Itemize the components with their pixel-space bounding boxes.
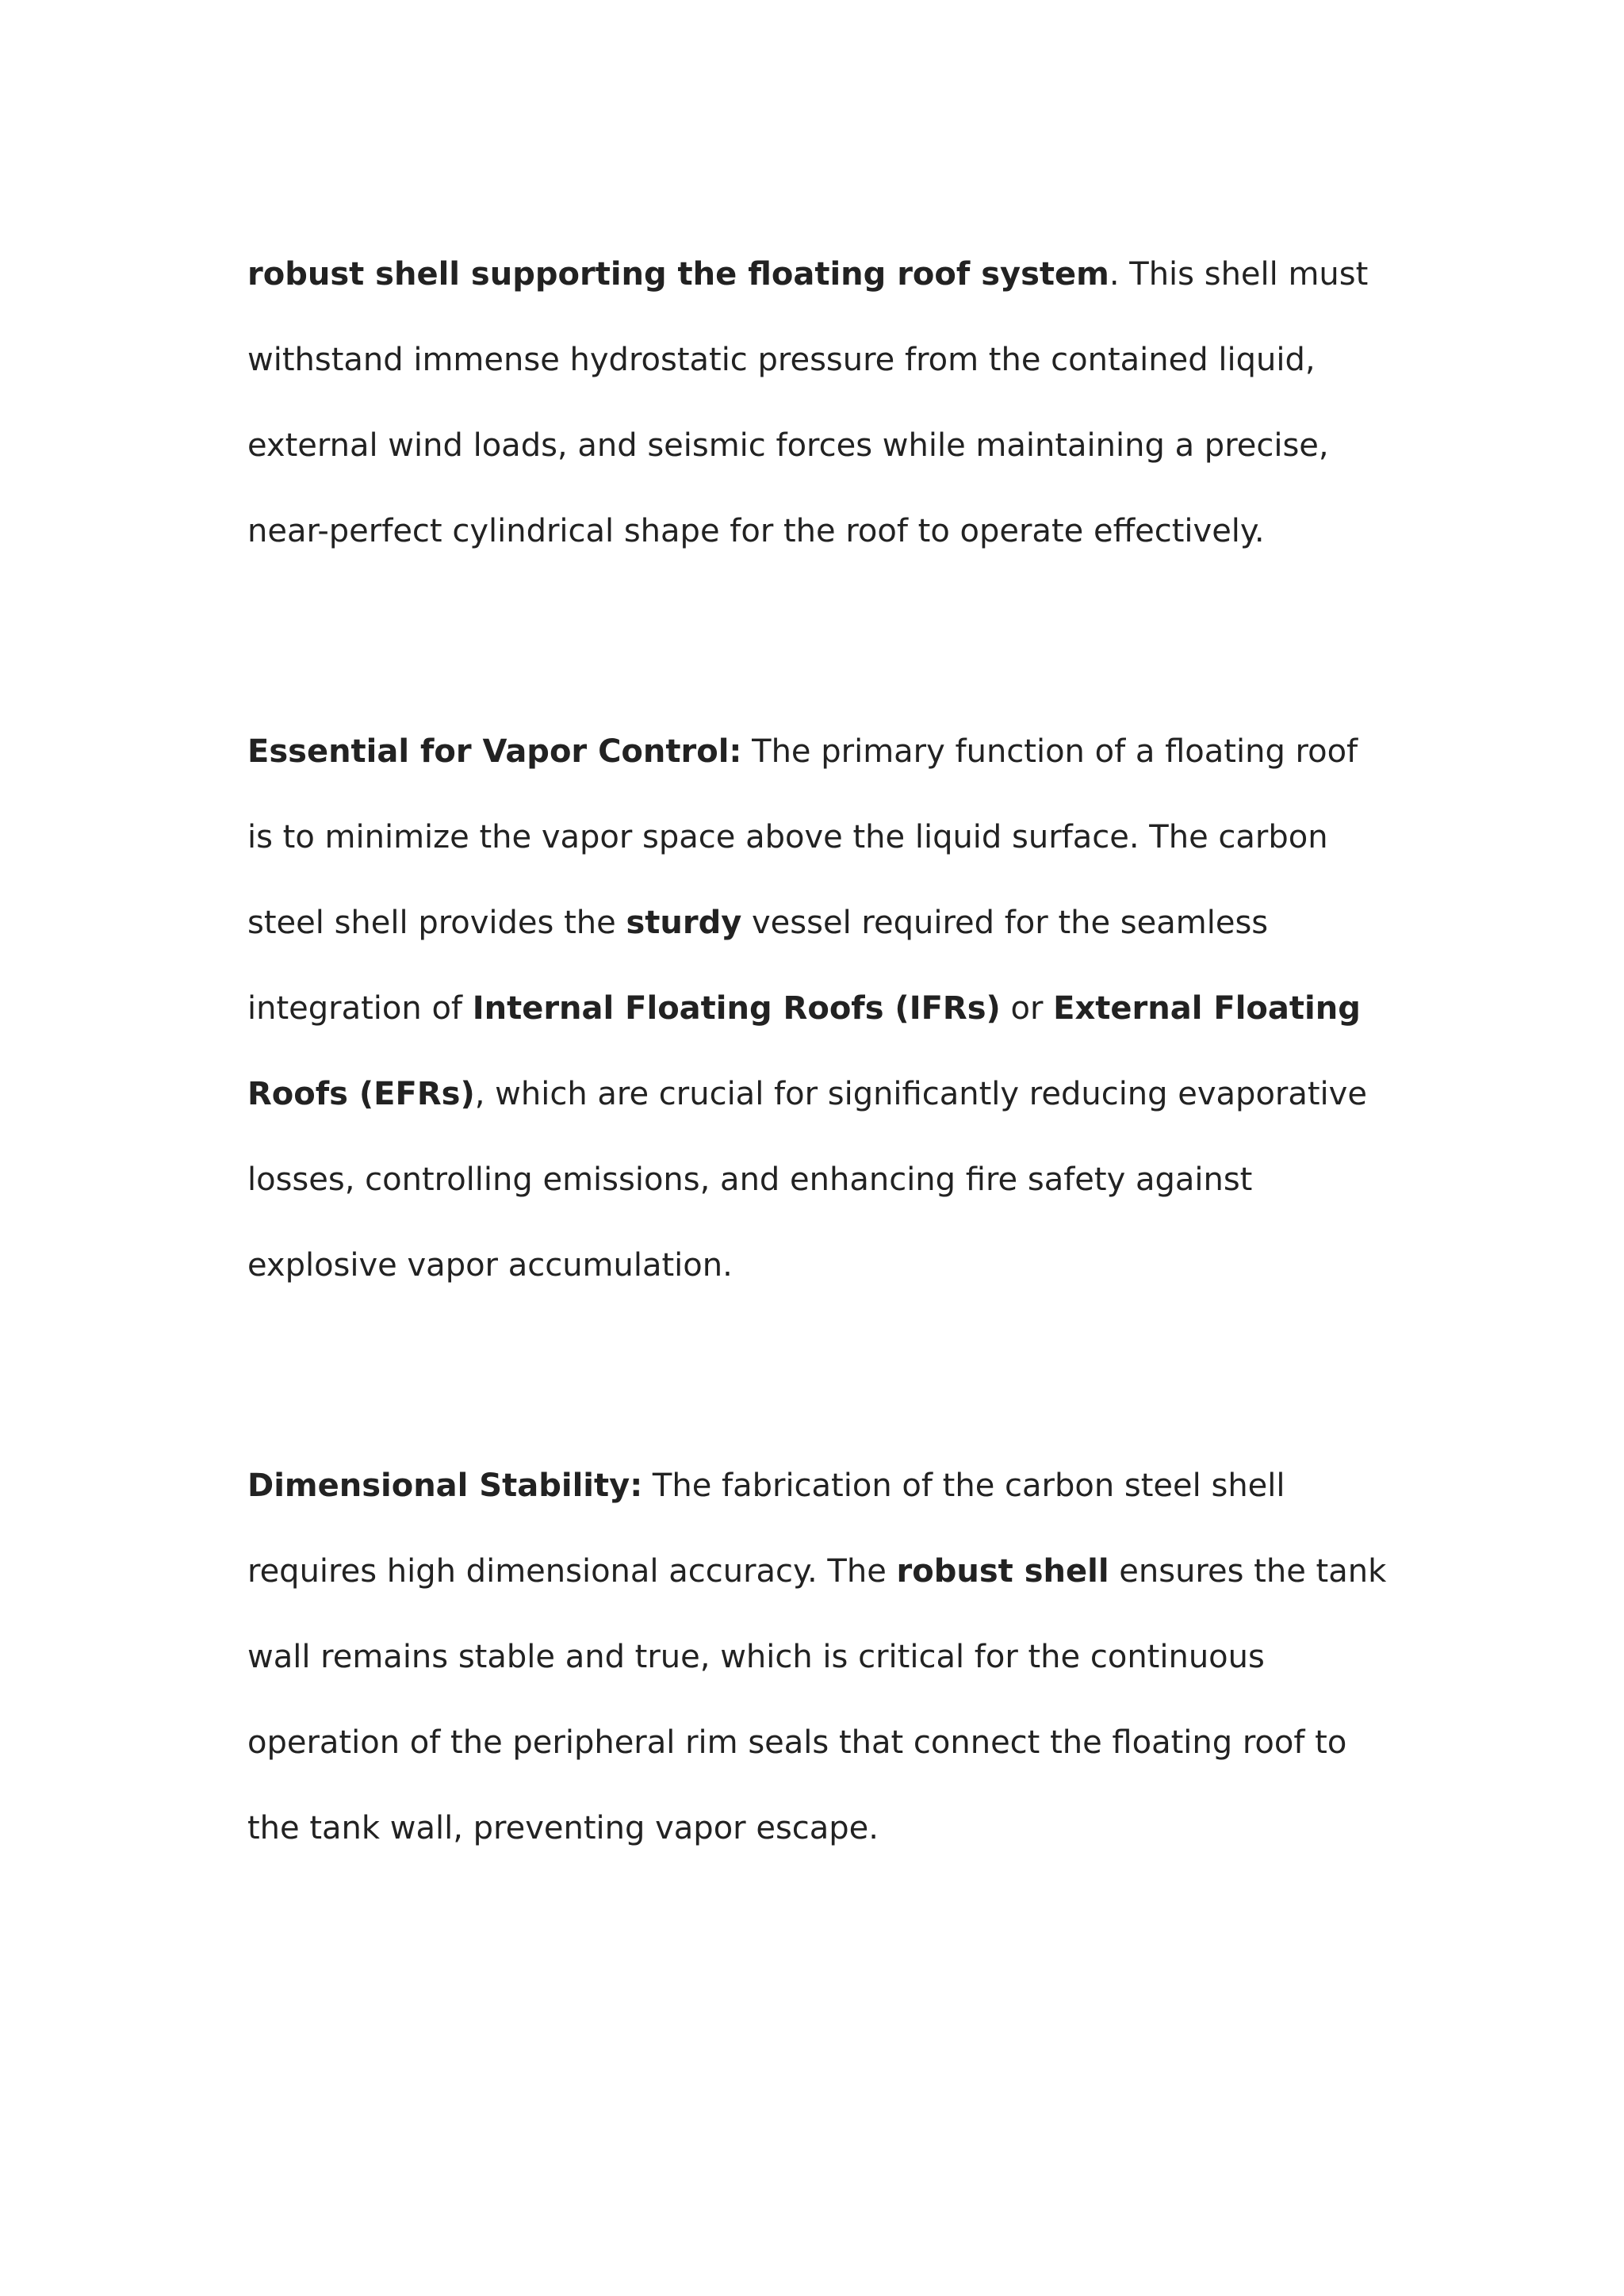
bold-phrase: robust shell supporting the floating roof system: [247, 256, 1109, 293]
text-run: . This shell must withstand immense hydrostatic pressure from the contained liquid, external wind loads, and seismic forces while maintaining a precise, near-perfect cylindrical shape for the roof to operate effectively.: [247, 256, 1369, 549]
bold-phrase: Essential for Vapor Control:: [247, 733, 742, 770]
bold-phrase: sturdy: [626, 905, 742, 941]
bold-phrase: External Floating Roofs (EFRs): [247, 990, 1361, 1112]
bold-phrase: Internal Floating Roofs (IFRs): [472, 990, 1001, 1027]
document-body: [247, 232, 1389, 1871]
text-run: The fabrication of the carbon steel shell requires high dimensional accuracy. The: [247, 1468, 1285, 1590]
text-run: The primary function of a floating roof is to minimize the vapor space above the liquid surface. The carbon steel shell provides the: [247, 733, 1358, 941]
text-run: or: [1000, 990, 1054, 1027]
text-run: , which are crucial for significantly reducing evaporative losses, controlling emissions, and enhancing fire safety against explosive vapor accumulation.: [247, 1076, 1367, 1284]
paragraph-roof-support: [247, 232, 1389, 574]
text-run: ensures the tank wall remains stable and true, which is critical for the continuous operation of the peripheral rim seals that connect the floating roof to the tank wall, preventing vapor escape.: [247, 1553, 1387, 1846]
bold-phrase: Dimensional Stability:: [247, 1468, 643, 1504]
paragraph-vapor-control: [247, 709, 1389, 1308]
text-run: vessel required for the seamless integration of: [247, 905, 1269, 1027]
bold-phrase: robust shell: [896, 1553, 1109, 1590]
paragraph-dimensional-stability: [247, 1443, 1389, 1871]
